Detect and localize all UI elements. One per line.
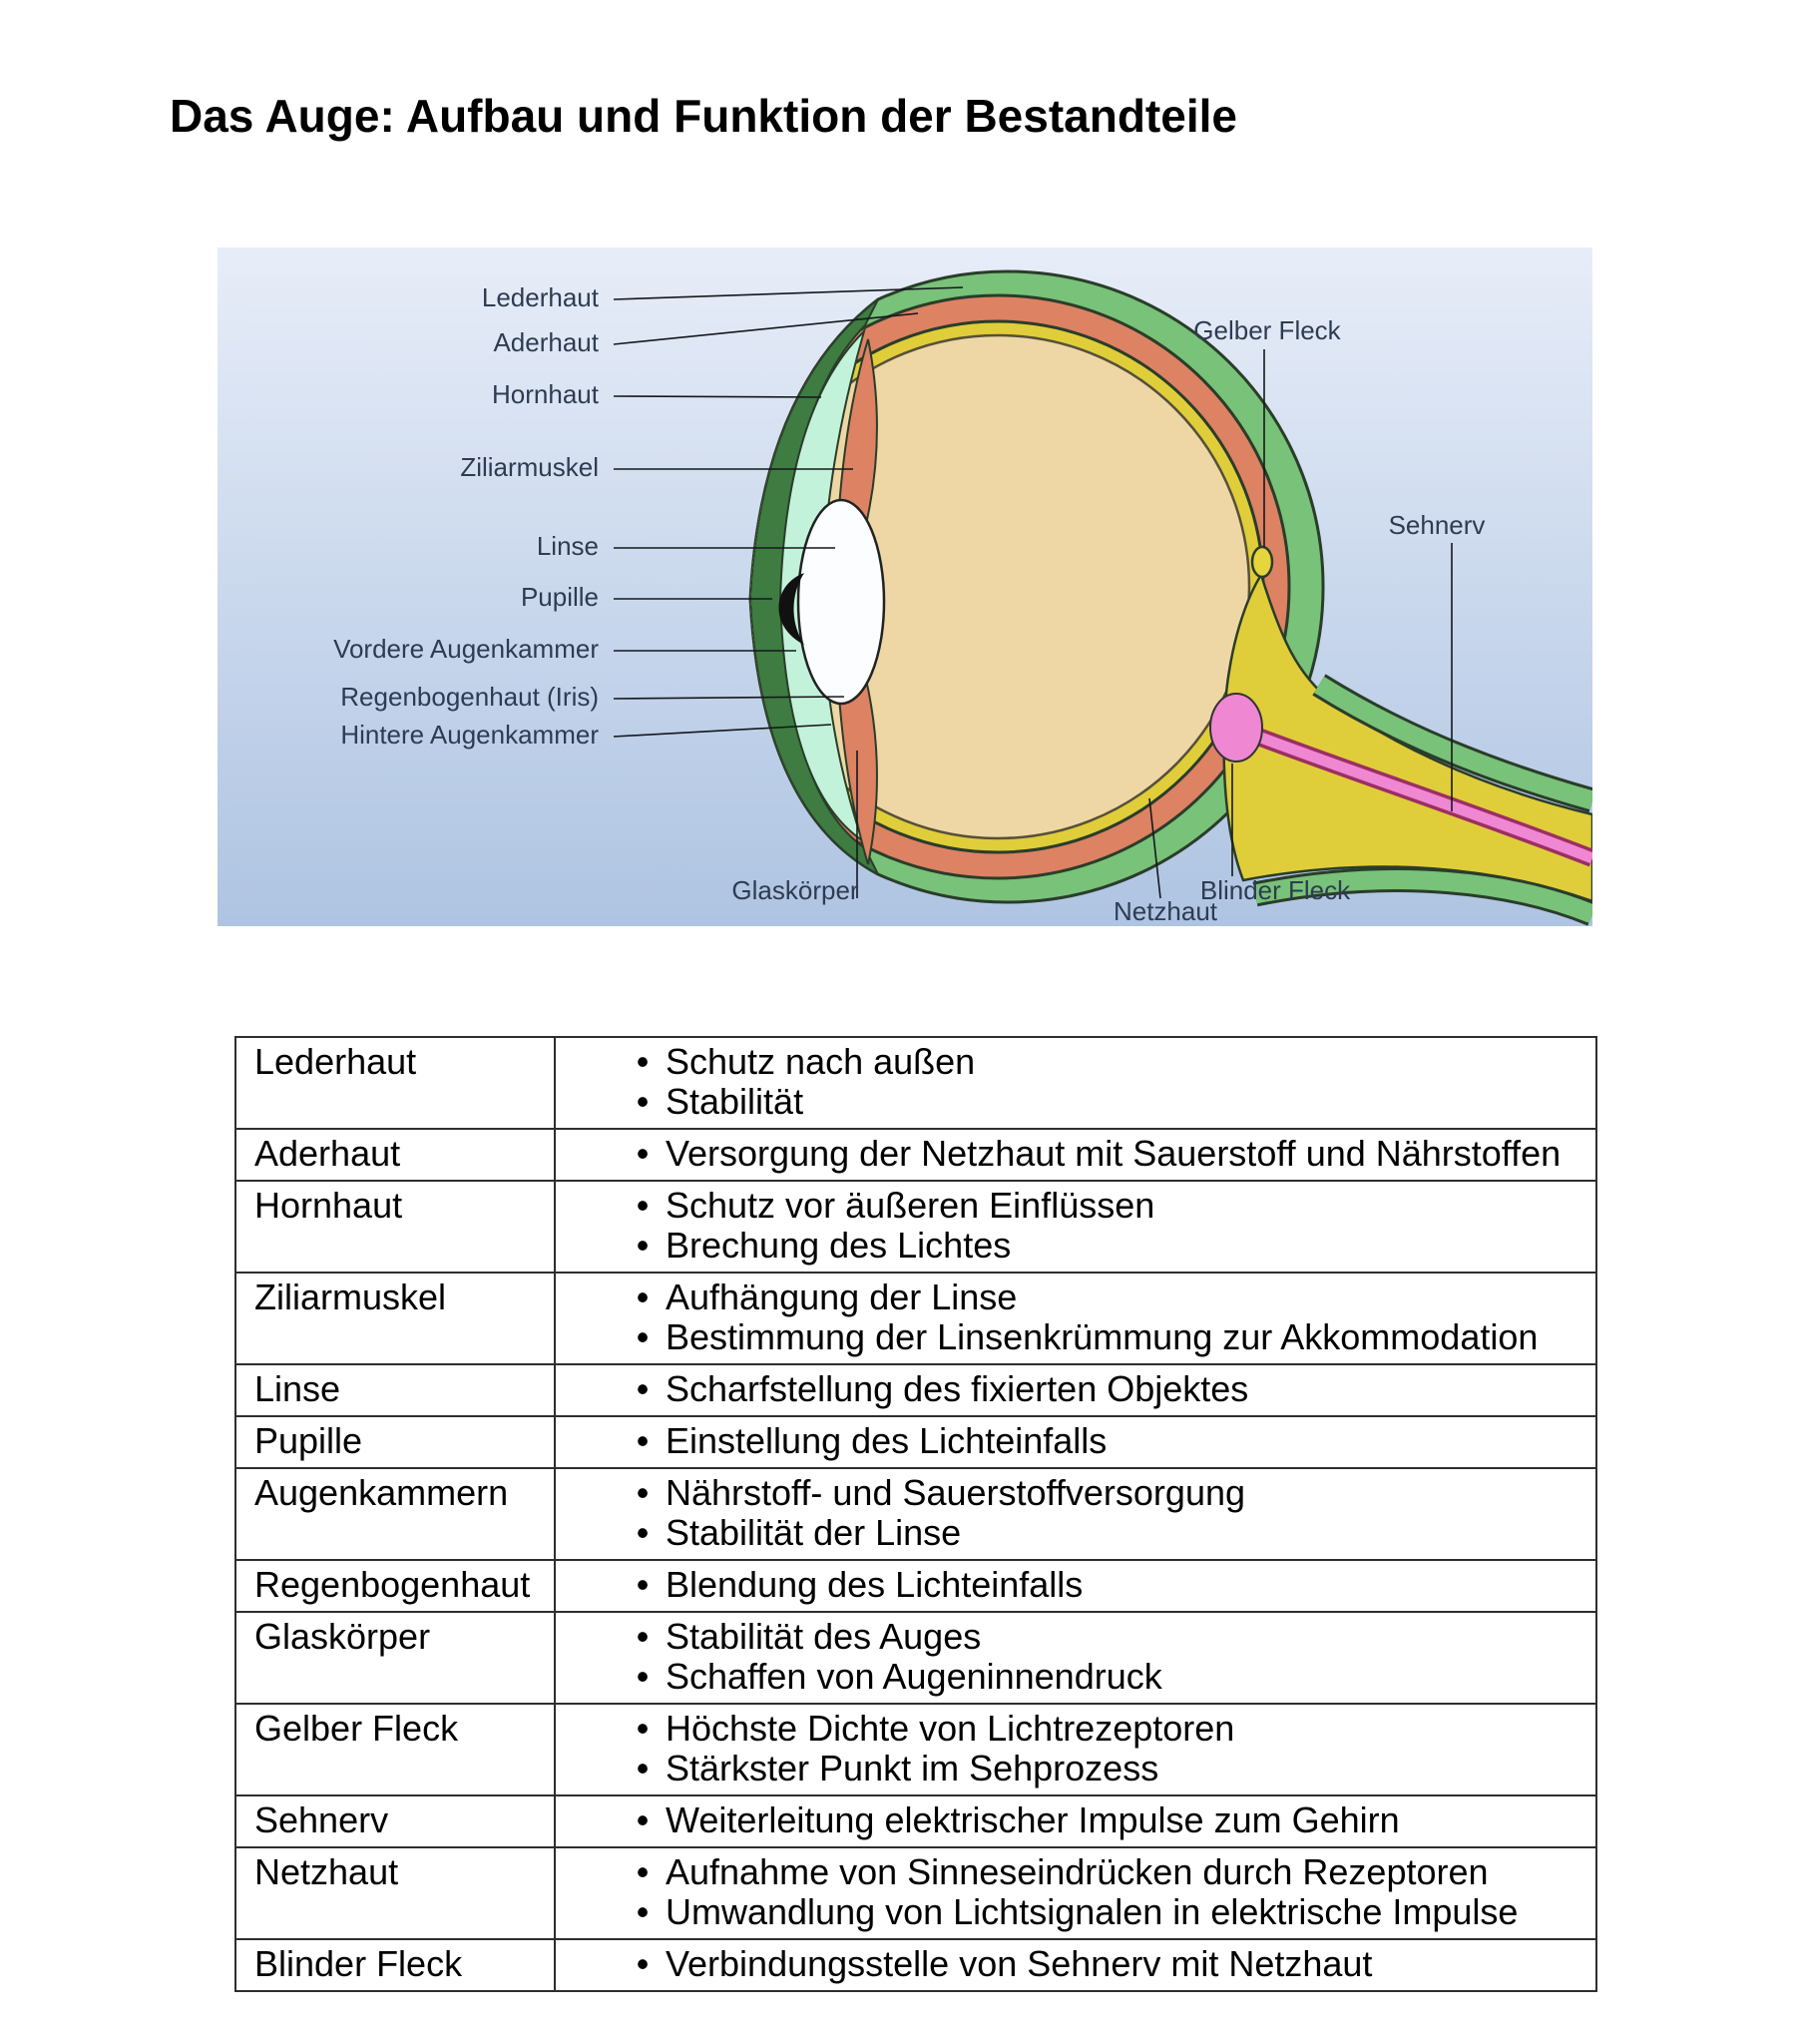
function-item bbox=[556, 1709, 1595, 1749]
bullet-icon: • bbox=[636, 1368, 650, 1409]
function-item bbox=[556, 1852, 1595, 1892]
functions-cell bbox=[555, 1612, 1596, 1704]
function-item bbox=[556, 1042, 1595, 1082]
function-item bbox=[556, 1226, 1595, 1266]
bullet-icon: • bbox=[636, 1748, 650, 1788]
function-item bbox=[556, 1317, 1595, 1357]
leader-line bbox=[614, 396, 821, 397]
anatomy-table bbox=[234, 1036, 1597, 1992]
functions-cell bbox=[555, 1704, 1596, 1795]
function-text: Bestimmung der Linsenkrümmung zur Akkommodation bbox=[666, 1316, 1539, 1357]
function-text: Aufnahme von Sinneseindrücken durch Rezeptoren bbox=[666, 1851, 1489, 1892]
part-name-cell: Gelber Fleck bbox=[235, 1704, 555, 1795]
table-row bbox=[235, 1181, 1596, 1273]
diagram-label-glask-rper: Glaskörper bbox=[731, 874, 859, 905]
function-text: Blendung des Lichteinfalls bbox=[666, 1564, 1084, 1605]
function-text: Einstellung des Lichteinfalls bbox=[666, 1420, 1108, 1461]
function-item bbox=[556, 1749, 1595, 1788]
function-text: Scharfstellung des fixierten Objektes bbox=[666, 1368, 1249, 1409]
table-row bbox=[235, 1795, 1596, 1847]
function-text: Verbindungsstelle von Sehnerv mit Netzhaut bbox=[666, 1943, 1373, 1984]
function-item bbox=[556, 1369, 1595, 1409]
functions-cell bbox=[555, 1416, 1596, 1468]
bullet-icon: • bbox=[636, 1081, 650, 1122]
bullet-icon: • bbox=[636, 1656, 650, 1697]
table-row bbox=[235, 1273, 1596, 1364]
function-text: Versorgung der Netzhaut mit Sauerstoff und Nährstoffen bbox=[666, 1133, 1562, 1174]
diagram-label-hintere-augenkammer: Hintere Augenkammer bbox=[340, 719, 599, 750]
part-name-cell: Aderhaut bbox=[235, 1129, 555, 1181]
bullet-icon: • bbox=[636, 1185, 650, 1226]
functions-cell bbox=[555, 1364, 1596, 1416]
diagram-label-linse: Linse bbox=[536, 530, 599, 561]
table-row bbox=[235, 1704, 1596, 1795]
eye-diagram bbox=[218, 248, 1592, 926]
part-name-cell: Regenbogenhaut bbox=[235, 1560, 555, 1612]
eye-diagram-svg bbox=[218, 248, 1592, 926]
lens bbox=[798, 500, 884, 704]
part-name-cell: Augenkammern bbox=[235, 1468, 555, 1560]
table-row bbox=[235, 1416, 1596, 1468]
function-item bbox=[556, 1513, 1595, 1553]
bullet-icon: • bbox=[636, 1616, 650, 1657]
table-row bbox=[235, 1468, 1596, 1560]
functions-cell bbox=[555, 1129, 1596, 1181]
bullet-icon: • bbox=[636, 1564, 650, 1605]
function-text: Schutz vor äußeren Einflüssen bbox=[666, 1185, 1155, 1226]
optic-disc bbox=[1210, 694, 1262, 762]
function-item bbox=[556, 1421, 1595, 1461]
functions-cell bbox=[555, 1037, 1596, 1129]
function-text: Brechung des Lichtes bbox=[666, 1225, 1012, 1266]
function-text: Umwandlung von Lichtsignalen in elektrische Impulse bbox=[666, 1891, 1519, 1932]
diagram-label-sehnerv: Sehnerv bbox=[1388, 509, 1486, 540]
function-text: Stabilität des Auges bbox=[666, 1616, 982, 1657]
bullet-icon: • bbox=[636, 1225, 650, 1266]
diagram-label-netzhaut: Netzhaut bbox=[1113, 895, 1218, 926]
part-name-cell: Ziliarmuskel bbox=[235, 1273, 555, 1364]
function-text: Schutz nach außen bbox=[666, 1041, 976, 1082]
table-row bbox=[235, 1939, 1596, 1991]
bullet-icon: • bbox=[636, 1420, 650, 1461]
diagram-label-vordere-augenkammer: Vordere Augenkammer bbox=[333, 633, 599, 664]
function-item bbox=[556, 1800, 1595, 1840]
bullet-icon: • bbox=[636, 1041, 650, 1082]
function-item bbox=[556, 1892, 1595, 1932]
table-row bbox=[235, 1560, 1596, 1612]
table-row bbox=[235, 1612, 1596, 1704]
part-name-cell: Linse bbox=[235, 1364, 555, 1416]
bullet-icon: • bbox=[636, 1316, 650, 1357]
functions-cell bbox=[555, 1847, 1596, 1939]
functions-cell bbox=[555, 1273, 1596, 1364]
table-row bbox=[235, 1847, 1596, 1939]
functions-cell bbox=[555, 1560, 1596, 1612]
diagram-label-lederhaut: Lederhaut bbox=[481, 281, 599, 312]
diagram-label-aderhaut: Aderhaut bbox=[493, 326, 599, 357]
page-title: Das Auge: Aufbau und Funktion der Bestandteile bbox=[170, 89, 1237, 142]
function-text: Schaffen von Augeninnendruck bbox=[666, 1656, 1162, 1697]
functions-cell bbox=[555, 1468, 1596, 1560]
diagram-label-regenbogenhaut-iris: Regenbogenhaut (Iris) bbox=[340, 681, 599, 712]
function-item bbox=[556, 1278, 1595, 1317]
part-name-cell: Blinder Fleck bbox=[235, 1939, 555, 1991]
function-item bbox=[556, 1657, 1595, 1697]
bullet-icon: • bbox=[636, 1472, 650, 1513]
table-row bbox=[235, 1037, 1596, 1129]
diagram-label-ziliarmuskel: Ziliarmuskel bbox=[460, 451, 599, 482]
bullet-icon: • bbox=[636, 1891, 650, 1932]
part-name-cell: Glaskörper bbox=[235, 1612, 555, 1704]
part-name-cell: Lederhaut bbox=[235, 1037, 555, 1129]
function-text: Höchste Dichte von Lichtrezeptoren bbox=[666, 1708, 1235, 1749]
diagram-label-blinder-fleck: Blinder Fleck bbox=[1199, 874, 1351, 905]
function-text: Nährstoff- und Sauerstoffversorgung bbox=[666, 1472, 1246, 1513]
diagram-label-gelber-fleck: Gelber Fleck bbox=[1193, 314, 1341, 345]
function-text: Stärkster Punkt im Sehprozess bbox=[666, 1748, 1159, 1788]
bullet-icon: • bbox=[636, 1943, 650, 1984]
bullet-icon: • bbox=[636, 1512, 650, 1553]
functions-cell bbox=[555, 1795, 1596, 1847]
bullet-icon: • bbox=[636, 1133, 650, 1174]
function-text: Aufhängung der Linse bbox=[666, 1277, 1018, 1317]
functions-cell bbox=[555, 1181, 1596, 1273]
bullet-icon: • bbox=[636, 1277, 650, 1317]
function-item bbox=[556, 1134, 1595, 1174]
macula-dot bbox=[1252, 547, 1272, 577]
bullet-icon: • bbox=[636, 1799, 650, 1840]
function-text: Weiterleitung elektrischer Impulse zum Gehirn bbox=[666, 1799, 1400, 1840]
function-text: Stabilität bbox=[666, 1081, 804, 1122]
bullet-icon: • bbox=[636, 1851, 650, 1892]
function-item bbox=[556, 1473, 1595, 1513]
part-name-cell: Sehnerv bbox=[235, 1795, 555, 1847]
function-item bbox=[556, 1186, 1595, 1226]
function-item bbox=[556, 1082, 1595, 1122]
function-item bbox=[556, 1944, 1595, 1984]
part-name-cell: Netzhaut bbox=[235, 1847, 555, 1939]
functions-cell bbox=[555, 1939, 1596, 1991]
bullet-icon: • bbox=[636, 1708, 650, 1749]
function-item bbox=[556, 1565, 1595, 1605]
part-name-cell: Hornhaut bbox=[235, 1181, 555, 1273]
table-row bbox=[235, 1129, 1596, 1181]
function-item bbox=[556, 1617, 1595, 1657]
function-text: Stabilität der Linse bbox=[666, 1512, 962, 1553]
diagram-label-hornhaut: Hornhaut bbox=[492, 378, 599, 409]
diagram-label-pupille: Pupille bbox=[520, 581, 599, 612]
part-name-cell: Pupille bbox=[235, 1416, 555, 1468]
table-row bbox=[235, 1364, 1596, 1416]
